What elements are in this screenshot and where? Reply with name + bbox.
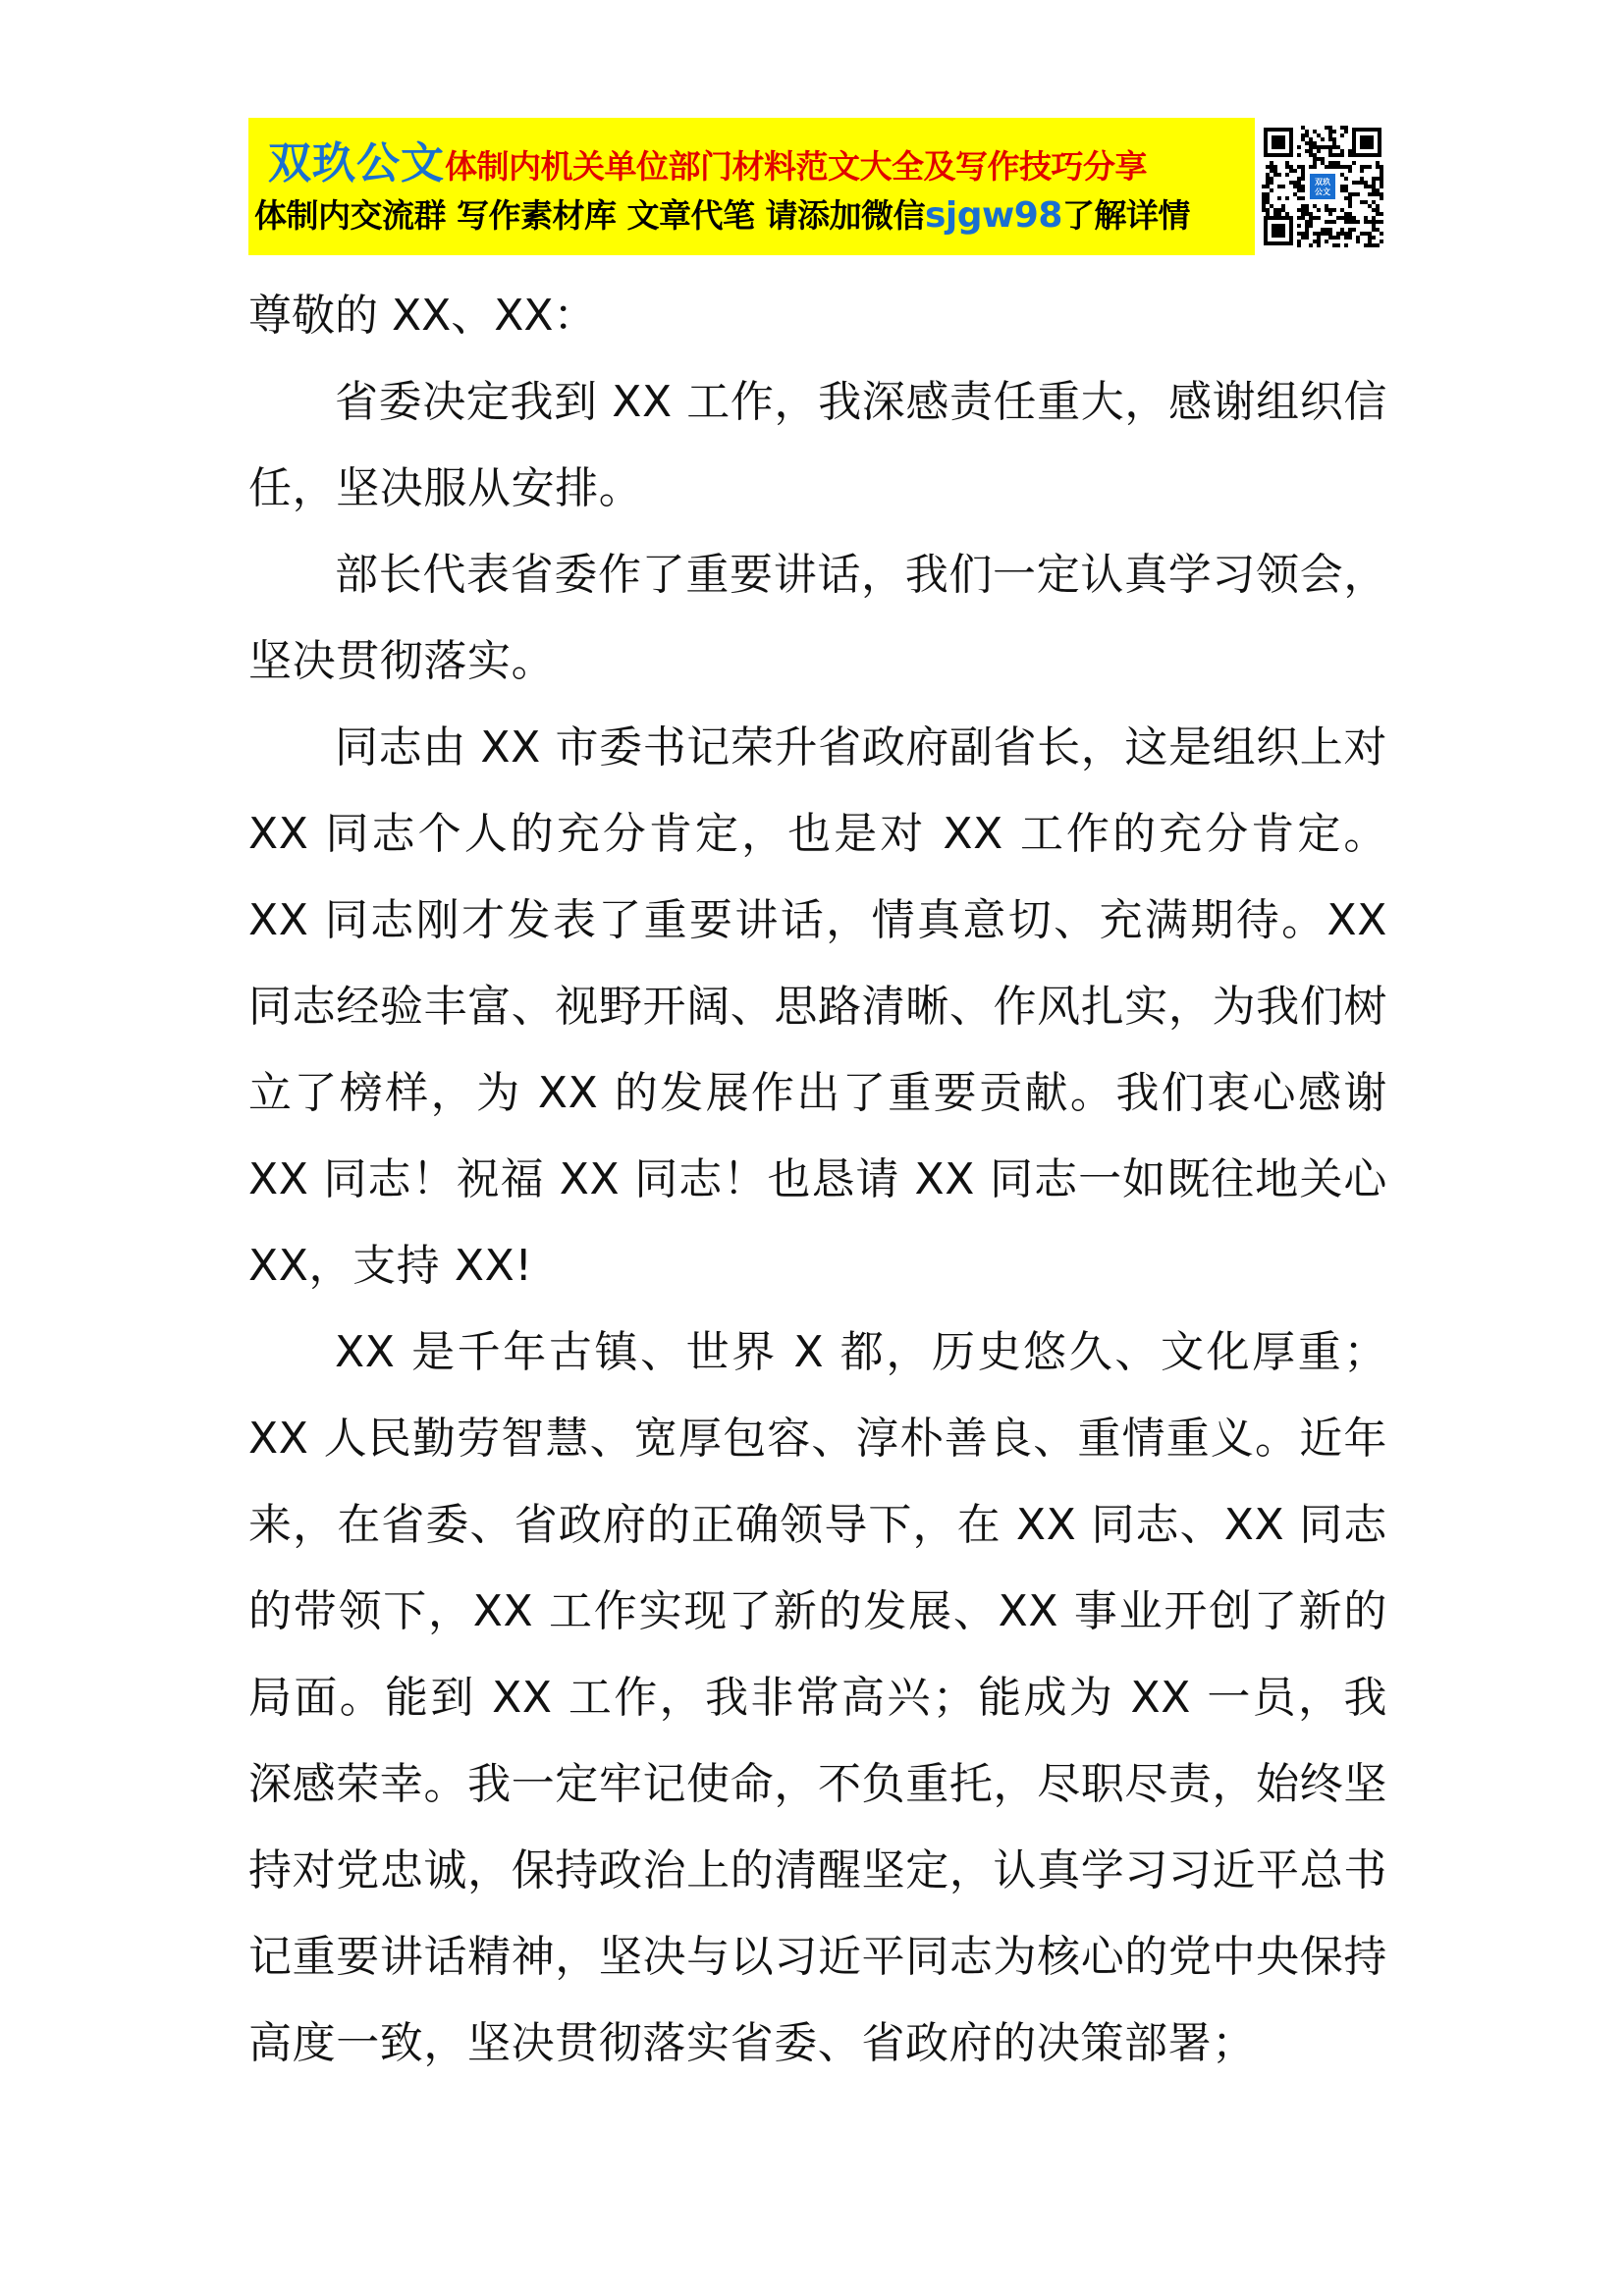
- wechat-id: sjgw98: [924, 195, 1062, 236]
- paragraph-3: 同志由 XX 市委书记荣升省政府副省长，这是组织上对 XX 同志个人的充分肯定，也是对 XX 工作的充分肯定。XX 同志刚才发表了重要讲话，情真意切、充满期待。XX 同志经验丰富、视野开阔、思路清晰、作风扎实，为我们树立了榜样，为 XX 的发展作出了重要贡献。我们衷心感谢 XX 同志！祝福 XX 同志！也恳请 XX 同志一如既往地关心 XX，支持 XX!: [248, 722, 1387, 1291]
- banner-tagline: 体制内机关单位部门材料范文大全及写作技巧分享: [445, 147, 1147, 186]
- qr-code-icon: [1262, 126, 1383, 247]
- banner-contact-text: 体制内交流群 写作素材库 文章代笔 请添加微信: [254, 196, 925, 235]
- banner-line-1: [254, 128, 1249, 188]
- banner-contact-suffix: 了解详情: [1061, 196, 1190, 235]
- document-body: [248, 273, 1387, 2087]
- banner-line-2: [254, 190, 1249, 237]
- qr-logo-text-2: 公文: [1315, 187, 1330, 196]
- salutation: 尊敬的 XX、XX：: [248, 291, 597, 341]
- promo-banner: [248, 118, 1255, 255]
- paragraph-2: 部长代表省委作了重要讲话，我们一定认真学习领会，坚决贯彻落实。: [248, 550, 1387, 686]
- qr-logo-text-1: 双玖: [1315, 178, 1330, 187]
- brand-name: 双玖公文: [268, 138, 445, 188]
- paragraph-1: 省委决定我到 XX 工作，我深感责任重大，感谢组织信任，坚决服从安排。: [248, 377, 1387, 513]
- paragraph-4: XX 是千年古镇、世界 X 都，历史悠久、文化厚重；XX 人民勤劳智慧、宽厚包容、淳朴善良、重情重义。近年来，在省委、省政府的正确领导下，在 XX 同志、XX 同志的带领下，XX 工作实现了新的发展、XX 事业开创了新的局面。能到 XX 工作，我非常高兴；能成为 XX 一员，我深感荣幸。我一定牢记使命，不负重托，尽职尽责，始终坚持对党忠诚，保持政治上的清醒坚定，认真学习习近平总书记重要讲话精神，坚决与以习近平同志为核心的党中央保持高度一致，坚决贯彻落实省委、省政府的决策部署；: [248, 1327, 1387, 2068]
- qr-code-graphic: [1262, 126, 1383, 247]
